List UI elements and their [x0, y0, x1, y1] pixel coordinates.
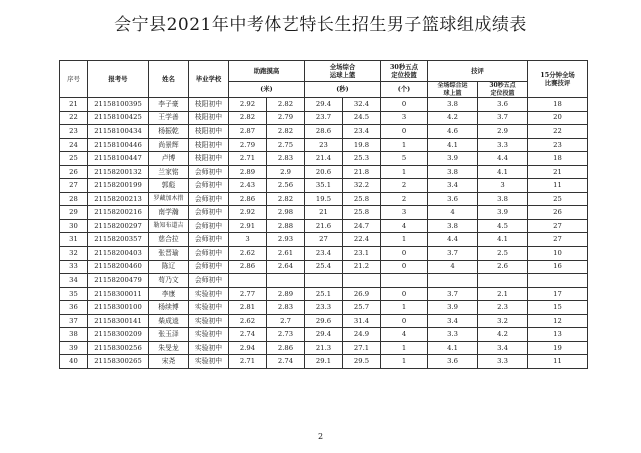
cell-seq: 21	[60, 98, 88, 112]
cell-match: 11	[528, 179, 588, 193]
cell-seq: 34	[60, 274, 88, 288]
cell-run-2: 27.1	[343, 341, 381, 355]
cell-jump-1: 2.89	[229, 165, 267, 179]
cell-seq: 30	[60, 219, 88, 233]
cell-run-1: 29.6	[305, 314, 343, 328]
cell-shot: 0	[381, 98, 428, 112]
cell-tech-run	[428, 274, 478, 288]
cell-tech-run: 4.1	[428, 341, 478, 355]
cell-name: 苟乃文	[149, 274, 189, 288]
cell-match: 17	[528, 287, 588, 301]
cell-seq: 33	[60, 260, 88, 274]
cell-jump-1: 2.62	[229, 247, 267, 261]
header-seq: 序号	[60, 61, 88, 98]
cell-shot: 3	[381, 111, 428, 125]
cell-name: 尚景辉	[149, 138, 189, 152]
cell-jump-1: 2.94	[229, 341, 267, 355]
cell-match: 27	[528, 219, 588, 233]
cell-shot: 1	[381, 341, 428, 355]
cell-jump-2: 2.89	[267, 287, 305, 301]
cell-match: 11	[528, 355, 588, 369]
cell-jump-2: 2.88	[267, 219, 305, 233]
cell-exam-no: 21158300100	[88, 301, 149, 315]
cell-run-1: 23.3	[305, 301, 343, 315]
cell-tech-run: 3.6	[428, 355, 478, 369]
header-shot-line1: 30秒五点	[389, 63, 419, 71]
cell-school: 枝阳初中	[189, 111, 229, 125]
cell-match: 22	[528, 125, 588, 139]
table-row	[60, 274, 588, 288]
cell-run-1: 29.4	[305, 328, 343, 342]
cell-exam-no: 21158200213	[88, 192, 149, 206]
cell-seq: 28	[60, 192, 88, 206]
cell-tech-shot: 2.6	[478, 260, 528, 274]
cell-school: 枝阳初中	[189, 152, 229, 166]
cell-exam-no: 21158100425	[88, 111, 149, 125]
cell-shot: 2	[381, 179, 428, 193]
header-jump-unit: (米)	[229, 82, 305, 98]
cell-exam-no: 21158200199	[88, 179, 149, 193]
cell-jump-2: 2.64	[267, 260, 305, 274]
table-row	[60, 192, 588, 206]
table-row	[60, 260, 588, 274]
cell-run-1: 28.6	[305, 125, 343, 139]
cell-tech-run: 4.4	[428, 233, 478, 247]
cell-name: 南学瀚	[149, 206, 189, 220]
page-number: 2	[317, 432, 324, 441]
cell-jump-2: 2.86	[267, 341, 305, 355]
cell-school: 会师初中	[189, 274, 229, 288]
cell-run-1: 21	[305, 206, 343, 220]
cell-jump-2: 2.7	[267, 314, 305, 328]
table-row	[60, 314, 588, 328]
cell-tech-shot: 3	[478, 179, 528, 193]
cell-match: 20	[528, 111, 588, 125]
cell-jump-1: 2.81	[229, 301, 267, 315]
cell-tech-run: 4.2	[428, 111, 478, 125]
header-match-line1: 15分钟全场	[540, 71, 575, 79]
cell-seq: 27	[60, 179, 88, 193]
cell-jump-2: 2.98	[267, 206, 305, 220]
cell-jump-1: 2.82	[229, 111, 267, 125]
cell-tech-shot: 4.1	[478, 165, 528, 179]
table-row	[60, 341, 588, 355]
table-header	[60, 61, 588, 98]
cell-tech-shot: 2.9	[478, 125, 528, 139]
page-title: 会宁县2021年中考体艺特长生招生男子篮球组成绩表	[114, 15, 527, 35]
cell-match: 23	[528, 138, 588, 152]
header-run	[305, 61, 381, 82]
table-row	[60, 111, 588, 125]
cell-exam-no: 21158300141	[88, 314, 149, 328]
cell-run-2: 31.4	[343, 314, 381, 328]
cell-name: 陈辽	[149, 260, 189, 274]
cell-name: 张玉泽	[149, 328, 189, 342]
cell-jump-2: 2.82	[267, 98, 305, 112]
cell-name: 朱旻龙	[149, 341, 189, 355]
cell-seq: 29	[60, 206, 88, 220]
cell-tech-shot: 3.8	[478, 192, 528, 206]
cell-exam-no: 21158300256	[88, 341, 149, 355]
cell-jump-2: 2.83	[267, 301, 305, 315]
cell-match	[528, 274, 588, 288]
cell-run-1: 21.3	[305, 341, 343, 355]
cell-exam-no: 21158100434	[88, 125, 149, 139]
cell-tech-shot	[478, 274, 528, 288]
cell-tech-shot: 4.1	[478, 233, 528, 247]
header-shot-unit: (个)	[381, 82, 428, 98]
cell-school: 枝阳初中	[189, 125, 229, 139]
cell-school: 会师初中	[189, 192, 229, 206]
cell-seq: 39	[60, 341, 88, 355]
cell-shot	[381, 274, 428, 288]
cell-jump-2: 2.79	[267, 111, 305, 125]
cell-jump-2	[267, 274, 305, 288]
cell-shot: 1	[381, 233, 428, 247]
table-row	[60, 233, 588, 247]
cell-jump-1: 2.87	[229, 125, 267, 139]
table-row	[60, 125, 588, 139]
cell-name: 罗藏加木措	[149, 192, 189, 206]
header-tech-shot	[478, 82, 528, 98]
header-match	[528, 61, 588, 98]
cell-jump-1: 3	[229, 233, 267, 247]
cell-shot: 1	[381, 138, 428, 152]
cell-tech-run: 3.9	[428, 152, 478, 166]
cell-run-2: 24.9	[343, 328, 381, 342]
cell-jump-1: 2.43	[229, 179, 267, 193]
cell-name: 张晋瑜	[149, 247, 189, 261]
cell-school: 会师初中	[189, 247, 229, 261]
cell-tech-shot: 2.3	[478, 301, 528, 315]
header-tech-run-line2: 球上篮	[443, 89, 462, 97]
cell-jump-1: 2.79	[229, 138, 267, 152]
cell-run-2: 32.2	[343, 179, 381, 193]
cell-seq: 26	[60, 165, 88, 179]
cell-run-1: 23.7	[305, 111, 343, 125]
cell-exam-no: 21158200403	[88, 247, 149, 261]
cell-run-2: 23.1	[343, 247, 381, 261]
cell-exam-no: 21158200460	[88, 260, 149, 274]
cell-jump-1: 2.86	[229, 192, 267, 206]
cell-shot: 0	[381, 125, 428, 139]
cell-exam-no: 21158100395	[88, 98, 149, 112]
cell-jump-2: 2.82	[267, 192, 305, 206]
cell-match: 10	[528, 247, 588, 261]
header-tech-shot-line1: 30秒五点	[489, 82, 516, 89]
cell-seq: 40	[60, 355, 88, 369]
cell-exam-no: 21158200479	[88, 274, 149, 288]
header-shot-line2: 定位投篮	[391, 71, 417, 79]
cell-jump-1: 2.91	[229, 219, 267, 233]
header-jump: 助跑摸高	[229, 61, 305, 82]
cell-tech-run: 3.4	[428, 314, 478, 328]
cell-name: 郭彪	[149, 179, 189, 193]
header-tech: 技评	[428, 61, 528, 82]
cell-name: 柴成逵	[149, 314, 189, 328]
cell-jump-1: 2.86	[229, 260, 267, 274]
cell-shot: 4	[381, 328, 428, 342]
header-tech-shot-line2: 定位投篮	[490, 89, 515, 97]
cell-tech-run: 4.6	[428, 125, 478, 139]
cell-shot: 4	[381, 219, 428, 233]
cell-tech-run: 3.6	[428, 192, 478, 206]
cell-match: 15	[528, 301, 588, 315]
cell-school: 会师初中	[189, 233, 229, 247]
cell-tech-run: 3.4	[428, 179, 478, 193]
cell-jump-2: 2.75	[267, 138, 305, 152]
cell-shot: 0	[381, 314, 428, 328]
table-row	[60, 165, 588, 179]
cell-jump-1: 2.71	[229, 152, 267, 166]
cell-run-1: 21.4	[305, 152, 343, 166]
cell-exam-no: 21158200132	[88, 165, 149, 179]
cell-match: 26	[528, 206, 588, 220]
cell-exam-no: 21158200216	[88, 206, 149, 220]
cell-school: 会师初中	[189, 179, 229, 193]
cell-run-2: 26.9	[343, 287, 381, 301]
cell-school: 实验初中	[189, 314, 229, 328]
cell-jump-1: 2.62	[229, 314, 267, 328]
table-row	[60, 138, 588, 152]
cell-school: 实验初中	[189, 341, 229, 355]
table-row	[60, 301, 588, 315]
cell-jump-1: 2.74	[229, 328, 267, 342]
cell-seq: 25	[60, 152, 88, 166]
cell-seq: 24	[60, 138, 88, 152]
cell-run-2: 21.2	[343, 260, 381, 274]
cell-match: 18	[528, 152, 588, 166]
header-name: 姓名	[149, 61, 189, 98]
cell-seq: 32	[60, 247, 88, 261]
cell-jump-2: 2.56	[267, 179, 305, 193]
cell-shot: 2	[381, 192, 428, 206]
cell-tech-shot: 2.1	[478, 287, 528, 301]
header-exam-no: 报考号	[88, 61, 149, 98]
cell-run-2: 24.7	[343, 219, 381, 233]
cell-run-2: 24.5	[343, 111, 381, 125]
header-tech-run	[428, 82, 478, 98]
cell-tech-run: 3.3	[428, 328, 478, 342]
table-row	[60, 355, 588, 369]
cell-tech-shot: 4.5	[478, 219, 528, 233]
table-row	[60, 247, 588, 261]
cell-jump-2: 2.93	[267, 233, 305, 247]
cell-jump-2: 2.73	[267, 328, 305, 342]
cell-run-2: 25.8	[343, 192, 381, 206]
header-shot	[381, 61, 428, 82]
cell-name: 杨振乾	[149, 125, 189, 139]
cell-tech-shot: 2.5	[478, 247, 528, 261]
cell-run-2	[343, 274, 381, 288]
cell-run-2: 32.4	[343, 98, 381, 112]
cell-match: 25	[528, 192, 588, 206]
cell-tech-shot: 3.3	[478, 355, 528, 369]
table-row	[60, 328, 588, 342]
table-row	[60, 152, 588, 166]
cell-exam-no: 21158100446	[88, 138, 149, 152]
cell-run-1: 29.1	[305, 355, 343, 369]
cell-run-1: 20.6	[305, 165, 343, 179]
cell-tech-run: 4	[428, 260, 478, 274]
cell-school: 实验初中	[189, 287, 229, 301]
cell-jump-1: 2.71	[229, 355, 267, 369]
cell-run-1: 25.4	[305, 260, 343, 274]
header-run-unit: (秒)	[305, 82, 381, 98]
cell-jump-2: 2.61	[267, 247, 305, 261]
cell-shot: 3	[381, 206, 428, 220]
cell-jump-1: 2.92	[229, 206, 267, 220]
cell-run-2: 23.4	[343, 125, 381, 139]
cell-school: 实验初中	[189, 355, 229, 369]
cell-seq: 31	[60, 233, 88, 247]
cell-tech-shot: 4.4	[478, 152, 528, 166]
table-row	[60, 179, 588, 193]
cell-match: 27	[528, 233, 588, 247]
cell-tech-shot: 3.6	[478, 98, 528, 112]
cell-tech-run: 3.8	[428, 165, 478, 179]
cell-school: 实验初中	[189, 301, 229, 315]
cell-seq: 37	[60, 314, 88, 328]
cell-run-1: 23.4	[305, 247, 343, 261]
cell-jump-2: 2.9	[267, 165, 305, 179]
cell-seq: 23	[60, 125, 88, 139]
cell-seq: 38	[60, 328, 88, 342]
table-row	[60, 206, 588, 220]
table-row	[60, 219, 588, 233]
cell-name: 李子豪	[149, 98, 189, 112]
cell-tech-shot: 3.7	[478, 111, 528, 125]
cell-tech-shot: 3.3	[478, 138, 528, 152]
cell-shot: 5	[381, 152, 428, 166]
cell-run-2: 21.8	[343, 165, 381, 179]
cell-match: 19	[528, 341, 588, 355]
cell-shot: 1	[381, 165, 428, 179]
cell-jump-2: 2.74	[267, 355, 305, 369]
cell-seq: 36	[60, 301, 88, 315]
cell-school: 会师初中	[189, 165, 229, 179]
cell-school: 枝阳初中	[189, 98, 229, 112]
cell-tech-shot: 3.4	[478, 341, 528, 355]
table-row	[60, 287, 588, 301]
cell-match: 12	[528, 314, 588, 328]
cell-exam-no: 21158100447	[88, 152, 149, 166]
cell-jump-2: 2.83	[267, 152, 305, 166]
cell-shot: 0	[381, 247, 428, 261]
cell-run-1: 29.4	[305, 98, 343, 112]
cell-exam-no: 21158200297	[88, 219, 149, 233]
cell-run-2: 25.7	[343, 301, 381, 315]
cell-match: 16	[528, 260, 588, 274]
cell-exam-no: 21158300209	[88, 328, 149, 342]
cell-tech-shot: 3.2	[478, 314, 528, 328]
cell-tech-run: 3.7	[428, 287, 478, 301]
cell-match: 18	[528, 98, 588, 112]
cell-tech-run: 3.8	[428, 219, 478, 233]
header-tech-run-line1: 全场综合运	[437, 82, 468, 89]
cell-seq: 22	[60, 111, 88, 125]
cell-run-2: 29.5	[343, 355, 381, 369]
cell-shot: 0	[381, 260, 428, 274]
cell-name: 王学善	[149, 111, 189, 125]
cell-jump-1: 2.77	[229, 287, 267, 301]
header-run-line1: 全场综合	[329, 63, 356, 71]
header-run-line2: 运球上篮	[329, 71, 356, 79]
cell-run-1: 27	[305, 233, 343, 247]
cell-run-1: 25.1	[305, 287, 343, 301]
cell-exam-no: 21158300265	[88, 355, 149, 369]
cell-name: 宋尧	[149, 355, 189, 369]
cell-run-1: 35.1	[305, 179, 343, 193]
cell-school: 会师初中	[189, 206, 229, 220]
cell-tech-shot: 3.9	[478, 206, 528, 220]
cell-jump-1: 2.92	[229, 98, 267, 112]
cell-seq: 35	[60, 287, 88, 301]
cell-match: 21	[528, 165, 588, 179]
cell-tech-run: 3.9	[428, 301, 478, 315]
cell-exam-no: 21158200357	[88, 233, 149, 247]
cell-school: 枝阳初中	[189, 138, 229, 152]
cell-run-1: 19.5	[305, 192, 343, 206]
cell-school: 实验初中	[189, 328, 229, 342]
cell-name: 慈合拉	[149, 233, 189, 247]
cell-tech-run: 4	[428, 206, 478, 220]
cell-name: 杨续博	[149, 301, 189, 315]
cell-name: 卢博	[149, 152, 189, 166]
table-body	[60, 98, 588, 369]
cell-run-2: 22.4	[343, 233, 381, 247]
cell-run-2: 25.3	[343, 152, 381, 166]
score-table	[59, 60, 588, 369]
cell-name: 勒知布道吉	[149, 219, 189, 233]
cell-jump-1	[229, 274, 267, 288]
cell-exam-no: 21158300011	[88, 287, 149, 301]
cell-run-1	[305, 274, 343, 288]
header-school: 毕业学校	[189, 61, 229, 98]
cell-tech-run: 3.7	[428, 247, 478, 261]
cell-name: 李康	[149, 287, 189, 301]
cell-tech-run: 3.8	[428, 98, 478, 112]
cell-run-1: 21.6	[305, 219, 343, 233]
cell-name: 兰家铭	[149, 165, 189, 179]
cell-tech-run: 4.1	[428, 138, 478, 152]
cell-run-2: 19.8	[343, 138, 381, 152]
cell-match: 13	[528, 328, 588, 342]
cell-shot: 1	[381, 301, 428, 315]
cell-run-2: 25.8	[343, 206, 381, 220]
table-row	[60, 98, 588, 112]
cell-shot: 1	[381, 355, 428, 369]
cell-school: 会师初中	[189, 219, 229, 233]
cell-school: 会师初中	[189, 260, 229, 274]
cell-jump-2: 2.82	[267, 125, 305, 139]
cell-shot: 0	[381, 287, 428, 301]
cell-tech-shot: 4.2	[478, 328, 528, 342]
header-match-line2: 比赛技评	[544, 79, 571, 87]
cell-run-1: 23	[305, 138, 343, 152]
